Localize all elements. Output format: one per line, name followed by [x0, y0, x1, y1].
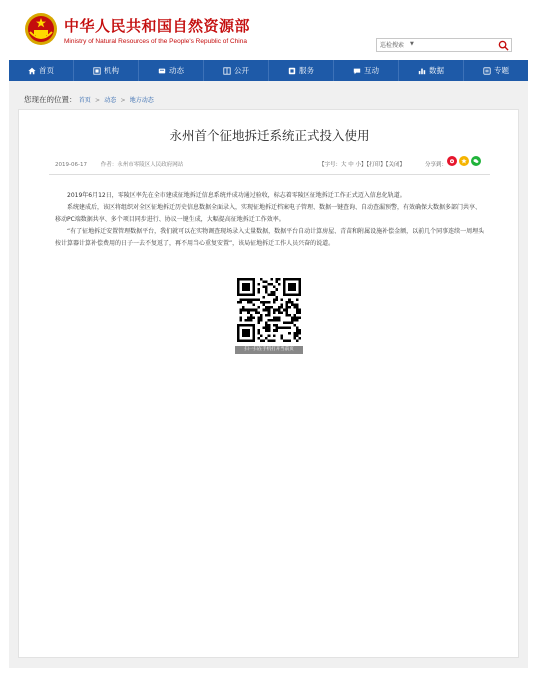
nav-item-open[interactable]	[204, 60, 269, 81]
article-meta	[55, 160, 183, 168]
open-icon	[223, 67, 231, 75]
breadcrumb-news[interactable]: 动态	[104, 97, 117, 104]
nav-item-label: 首页	[39, 66, 54, 75]
nav-item-label: 服务	[299, 66, 314, 75]
article-paragraph: “有了征地拆迁安置管理数据平台，我们就可以在实物调查现场录入丈量数据，数据平台自动计算房屋、青苗和附属设施补偿金额，以前几个同事连续一周埋头按计算器计算补偿费用的日子一去不复返了，再不用当心重复安置”，该局征地拆迁工作人员兴奋的说道。	[55, 228, 485, 247]
nav-item-label: 公开	[234, 66, 249, 75]
breadcrumb	[24, 94, 154, 105]
site-subtitle: Ministry of Natural Resources of the People's Republic of China	[64, 38, 247, 45]
article-tools[interactable]: 【字号：大 中 小】【打印】【关闭】	[319, 162, 405, 168]
article-date: 2019-06-17	[55, 162, 87, 168]
nav-item-data[interactable]	[399, 60, 464, 81]
share-icons	[447, 156, 483, 166]
interact-icon	[353, 67, 361, 75]
qzone-share-icon[interactable]	[459, 156, 469, 166]
article-paragraph: 系统建成后，该区将组织对全区征地拆迁历史信息数据全面录入，实现征地拆迁档案电子管理、数据一键查询、自动查漏预警，有效确保大数据多部门共享、移动PC端数据共享、多个项目同步进行、协议一键生成，大幅提高征地拆迁工作效率。	[55, 204, 482, 223]
home-icon	[28, 67, 36, 75]
institution-icon	[93, 67, 101, 75]
article-paragraph: 2019年6月12日，零陵区率先在全市建成征地拆迁信息系统并成功通过验收，标志着零陵区征地拆迁工作正式迈入信息化轨道。	[67, 192, 406, 199]
site-title[interactable]: 中华人民共和国自然资源部	[64, 17, 251, 35]
article-title: 永州首个征地拆迁系统正式投入使用	[169, 128, 370, 143]
wechat-share-icon[interactable]	[471, 156, 481, 166]
nav-item-institution[interactable]	[74, 60, 139, 81]
nav-item-service[interactable]	[269, 60, 334, 81]
article-body	[55, 190, 485, 250]
breadcrumb-separator: >	[120, 97, 126, 104]
topic-icon	[483, 67, 491, 75]
breadcrumb-home[interactable]: 首页	[78, 97, 91, 104]
nav-item-interact[interactable]	[334, 60, 399, 81]
divider	[49, 174, 490, 175]
qr-caption: 扫一扫在手机打开当前页	[235, 346, 303, 354]
nav-item-label: 机构	[104, 66, 119, 75]
nav-item-label: 动态	[169, 66, 184, 75]
share-label: 分享到：	[425, 162, 448, 168]
nav-item-label: 互动	[364, 66, 379, 75]
data-icon	[418, 67, 426, 75]
nav-item-label: 专题	[494, 66, 509, 75]
site-header	[0, 0, 537, 60]
nav-item-news[interactable]	[139, 60, 204, 81]
chevron-down-icon: ▼	[410, 41, 414, 47]
news-icon	[158, 67, 166, 75]
search-icon[interactable]	[498, 40, 509, 51]
breadcrumb-lead: 您现在的位置：	[24, 95, 77, 104]
nav-item-home[interactable]	[9, 60, 74, 81]
main-nav	[9, 60, 528, 81]
breadcrumb-local-news[interactable]: 地方动态	[129, 97, 154, 104]
service-icon	[288, 67, 296, 75]
national-emblem-icon	[24, 12, 58, 46]
breadcrumb-separator: >	[94, 97, 101, 104]
article-card	[18, 109, 519, 658]
nav-item-topic[interactable]	[464, 60, 528, 81]
search-scope-select[interactable]: 巡检搜索	[380, 42, 405, 49]
article-author: 作者：永州市零陵区人民政府网站	[100, 162, 184, 168]
weibo-share-icon[interactable]	[447, 156, 457, 166]
qr-code	[237, 278, 301, 342]
nav-item-label: 数据	[429, 66, 444, 75]
search-box[interactable]	[376, 38, 512, 52]
